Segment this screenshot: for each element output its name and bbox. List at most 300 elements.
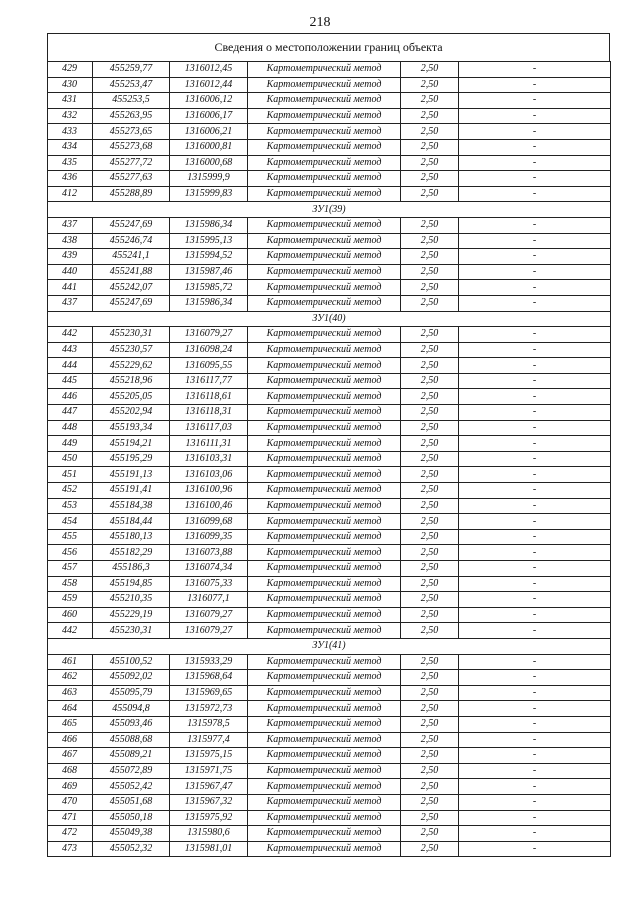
y-coordinate-cell: 1315977,4	[170, 732, 248, 748]
accuracy-cell: 2,50	[401, 763, 459, 779]
y-coordinate-cell: 1316099,68	[170, 514, 248, 530]
y-coordinate-cell: 1316099,35	[170, 529, 248, 545]
table-row	[48, 716, 611, 732]
x-coordinate-cell: 455202,94	[93, 405, 170, 421]
point-number-cell: 464	[48, 701, 93, 717]
x-coordinate-cell: 455191,41	[93, 483, 170, 499]
x-coordinate-cell: 455205,05	[93, 389, 170, 405]
point-number-cell: 452	[48, 483, 93, 499]
method-cell: Картометрический метод	[248, 342, 401, 358]
page-number: 218	[309, 15, 331, 30]
accuracy-cell: 2,50	[401, 108, 459, 124]
table-row	[48, 779, 611, 795]
method-cell: Картометрический метод	[248, 623, 401, 639]
x-coordinate-cell: 455277,63	[93, 171, 170, 187]
note-cell: -	[459, 607, 611, 623]
table-row	[48, 592, 611, 608]
x-coordinate-cell: 455049,38	[93, 826, 170, 842]
note-cell: -	[459, 171, 611, 187]
accuracy-cell: 2,50	[401, 389, 459, 405]
y-coordinate-cell: 1315986,34	[170, 295, 248, 311]
boundary-table	[47, 61, 611, 857]
y-coordinate-cell: 1316079,27	[170, 327, 248, 343]
table-row	[48, 826, 611, 842]
y-coordinate-cell: 1315972,73	[170, 701, 248, 717]
note-cell: -	[459, 561, 611, 577]
x-coordinate-cell: 455052,42	[93, 779, 170, 795]
method-cell: Картометрический метод	[248, 327, 401, 343]
note-cell: -	[459, 389, 611, 405]
x-coordinate-cell: 455273,65	[93, 124, 170, 140]
table-row	[48, 77, 611, 93]
method-cell: Картометрический метод	[248, 779, 401, 795]
x-coordinate-cell: 455246,74	[93, 233, 170, 249]
accuracy-cell: 2,50	[401, 93, 459, 109]
point-number-cell: 448	[48, 420, 93, 436]
table-row	[48, 327, 611, 343]
table-row	[48, 763, 611, 779]
note-cell: -	[459, 217, 611, 233]
table-row	[48, 264, 611, 280]
y-coordinate-cell: 1316000,81	[170, 139, 248, 155]
table-row	[48, 748, 611, 764]
accuracy-cell: 2,50	[401, 233, 459, 249]
y-coordinate-cell: 1315987,46	[170, 264, 248, 280]
y-coordinate-cell: 1315980,6	[170, 826, 248, 842]
note-cell: -	[459, 701, 611, 717]
method-cell: Картометрический метод	[248, 108, 401, 124]
point-number-cell: 457	[48, 561, 93, 577]
table-row	[48, 108, 611, 124]
note-cell: -	[459, 139, 611, 155]
x-coordinate-cell: 455089,21	[93, 748, 170, 764]
point-number-cell: 463	[48, 685, 93, 701]
note-cell: -	[459, 420, 611, 436]
note-cell: -	[459, 436, 611, 452]
method-cell: Картометрический метод	[248, 716, 401, 732]
method-cell: Картометрический метод	[248, 249, 401, 265]
method-cell: Картометрический метод	[248, 498, 401, 514]
accuracy-cell: 2,50	[401, 810, 459, 826]
table-row	[48, 545, 611, 561]
y-coordinate-cell: 1316118,61	[170, 389, 248, 405]
table-row	[48, 139, 611, 155]
note-cell: -	[459, 716, 611, 732]
table-row	[48, 654, 611, 670]
x-coordinate-cell: 455229,62	[93, 358, 170, 374]
point-number-cell: 458	[48, 576, 93, 592]
point-number-cell: 431	[48, 93, 93, 109]
method-cell: Картометрический метод	[248, 810, 401, 826]
y-coordinate-cell: 1315994,52	[170, 249, 248, 265]
y-coordinate-cell: 1316095,55	[170, 358, 248, 374]
section-label: ЗУ1(41)	[48, 638, 611, 654]
note-cell: -	[459, 342, 611, 358]
x-coordinate-cell: 455195,29	[93, 451, 170, 467]
accuracy-cell: 2,50	[401, 327, 459, 343]
note-cell: -	[459, 685, 611, 701]
table-row	[48, 342, 611, 358]
method-cell: Картометрический метод	[248, 670, 401, 686]
x-coordinate-cell: 455230,57	[93, 342, 170, 358]
table-row	[48, 280, 611, 296]
note-cell: -	[459, 794, 611, 810]
y-coordinate-cell: 1316006,17	[170, 108, 248, 124]
method-cell: Картометрический метод	[248, 264, 401, 280]
table-row	[48, 171, 611, 187]
note-cell: -	[459, 327, 611, 343]
x-coordinate-cell: 455194,21	[93, 436, 170, 452]
note-cell: -	[459, 779, 611, 795]
note-cell: -	[459, 670, 611, 686]
point-number-cell: 429	[48, 62, 93, 78]
y-coordinate-cell: 1315995,13	[170, 233, 248, 249]
point-number-cell: 444	[48, 358, 93, 374]
table-row	[48, 794, 611, 810]
accuracy-cell: 2,50	[401, 186, 459, 202]
method-cell: Картометрический метод	[248, 217, 401, 233]
x-coordinate-cell: 455093,46	[93, 716, 170, 732]
table-row	[48, 124, 611, 140]
accuracy-cell: 2,50	[401, 654, 459, 670]
method-cell: Картометрический метод	[248, 295, 401, 311]
y-coordinate-cell: 1316079,27	[170, 607, 248, 623]
method-cell: Картометрический метод	[248, 451, 401, 467]
y-coordinate-cell: 1316100,46	[170, 498, 248, 514]
method-cell: Картометрический метод	[248, 93, 401, 109]
x-coordinate-cell: 455247,69	[93, 295, 170, 311]
accuracy-cell: 2,50	[401, 62, 459, 78]
method-cell: Картометрический метод	[248, 171, 401, 187]
point-number-cell: 469	[48, 779, 93, 795]
x-coordinate-cell: 455072,89	[93, 763, 170, 779]
accuracy-cell: 2,50	[401, 420, 459, 436]
accuracy-cell: 2,50	[401, 779, 459, 795]
note-cell: -	[459, 451, 611, 467]
table-row	[48, 670, 611, 686]
accuracy-cell: 2,50	[401, 623, 459, 639]
y-coordinate-cell: 1315999,9	[170, 171, 248, 187]
point-number-cell: 461	[48, 654, 93, 670]
method-cell: Картометрический метод	[248, 373, 401, 389]
y-coordinate-cell: 1315933,29	[170, 654, 248, 670]
method-cell: Картометрический метод	[248, 763, 401, 779]
accuracy-cell: 2,50	[401, 217, 459, 233]
y-coordinate-cell: 1316118,31	[170, 405, 248, 421]
x-coordinate-cell: 455191,13	[93, 467, 170, 483]
point-number-cell: 446	[48, 389, 93, 405]
x-coordinate-cell: 455277,72	[93, 155, 170, 171]
y-coordinate-cell: 1316000,68	[170, 155, 248, 171]
note-cell: -	[459, 62, 611, 78]
note-cell: -	[459, 748, 611, 764]
method-cell: Картометрический метод	[248, 467, 401, 483]
x-coordinate-cell: 455210,35	[93, 592, 170, 608]
accuracy-cell: 2,50	[401, 576, 459, 592]
note-cell: -	[459, 124, 611, 140]
x-coordinate-cell: 455259,77	[93, 62, 170, 78]
table-row	[48, 467, 611, 483]
accuracy-cell: 2,50	[401, 342, 459, 358]
method-cell: Картометрический метод	[248, 280, 401, 296]
table-row	[48, 685, 611, 701]
y-coordinate-cell: 1315986,34	[170, 217, 248, 233]
note-cell: -	[459, 264, 611, 280]
accuracy-cell: 2,50	[401, 841, 459, 857]
accuracy-cell: 2,50	[401, 545, 459, 561]
note-cell: -	[459, 576, 611, 592]
note-cell: -	[459, 77, 611, 93]
method-cell: Картометрический метод	[248, 483, 401, 499]
accuracy-cell: 2,50	[401, 171, 459, 187]
note-cell: -	[459, 654, 611, 670]
x-coordinate-cell: 455095,79	[93, 685, 170, 701]
method-cell: Картометрический метод	[248, 545, 401, 561]
x-coordinate-cell: 455180,13	[93, 529, 170, 545]
table-row	[48, 436, 611, 452]
y-coordinate-cell: 1315968,64	[170, 670, 248, 686]
x-coordinate-cell: 455184,44	[93, 514, 170, 530]
point-number-cell: 442	[48, 623, 93, 639]
accuracy-cell: 2,50	[401, 249, 459, 265]
point-number-cell: 470	[48, 794, 93, 810]
note-cell: -	[459, 623, 611, 639]
point-number-cell: 441	[48, 280, 93, 296]
table-row	[48, 529, 611, 545]
note-cell: -	[459, 841, 611, 857]
x-coordinate-cell: 455051,68	[93, 794, 170, 810]
x-coordinate-cell: 455100,52	[93, 654, 170, 670]
table-row	[48, 841, 611, 857]
method-cell: Картометрический метод	[248, 748, 401, 764]
y-coordinate-cell: 1316075,33	[170, 576, 248, 592]
accuracy-cell: 2,50	[401, 607, 459, 623]
method-cell: Картометрический метод	[248, 155, 401, 171]
point-number-cell: 466	[48, 732, 93, 748]
note-cell: -	[459, 467, 611, 483]
table-row	[48, 186, 611, 202]
method-cell: Картометрический метод	[248, 358, 401, 374]
point-number-cell: 433	[48, 124, 93, 140]
note-cell: -	[459, 529, 611, 545]
note-cell: -	[459, 405, 611, 421]
method-cell: Картометрический метод	[248, 124, 401, 140]
table-title: Сведения о местоположении границ объекта	[47, 33, 610, 61]
table-row	[48, 373, 611, 389]
point-number-cell: 443	[48, 342, 93, 358]
method-cell: Картометрический метод	[248, 77, 401, 93]
note-cell: -	[459, 233, 611, 249]
table-row	[48, 249, 611, 265]
table-row	[48, 93, 611, 109]
point-number-cell: 468	[48, 763, 93, 779]
y-coordinate-cell: 1316100,96	[170, 483, 248, 499]
accuracy-cell: 2,50	[401, 358, 459, 374]
point-number-cell: 436	[48, 171, 93, 187]
note-cell: -	[459, 155, 611, 171]
method-cell: Картометрический метод	[248, 841, 401, 857]
y-coordinate-cell: 1315978,5	[170, 716, 248, 732]
point-number-cell: 473	[48, 841, 93, 857]
x-coordinate-cell: 455288,89	[93, 186, 170, 202]
point-number-cell: 450	[48, 451, 93, 467]
table-row	[48, 358, 611, 374]
accuracy-cell: 2,50	[401, 529, 459, 545]
note-cell: -	[459, 826, 611, 842]
accuracy-cell: 2,50	[401, 826, 459, 842]
accuracy-cell: 2,50	[401, 451, 459, 467]
accuracy-cell: 2,50	[401, 561, 459, 577]
x-coordinate-cell: 455273,68	[93, 139, 170, 155]
note-cell: -	[459, 592, 611, 608]
note-cell: -	[459, 93, 611, 109]
accuracy-cell: 2,50	[401, 295, 459, 311]
y-coordinate-cell: 1316079,27	[170, 623, 248, 639]
y-coordinate-cell: 1316117,77	[170, 373, 248, 389]
x-coordinate-cell: 455242,07	[93, 280, 170, 296]
accuracy-cell: 2,50	[401, 280, 459, 296]
section-row	[48, 638, 611, 654]
x-coordinate-cell: 455241,88	[93, 264, 170, 280]
table-row	[48, 514, 611, 530]
accuracy-cell: 2,50	[401, 467, 459, 483]
point-number-cell: 456	[48, 545, 93, 561]
note-cell: -	[459, 514, 611, 530]
x-coordinate-cell: 455241,1	[93, 249, 170, 265]
point-number-cell: 453	[48, 498, 93, 514]
table-row	[48, 732, 611, 748]
x-coordinate-cell: 455050,18	[93, 810, 170, 826]
point-number-cell: 439	[48, 249, 93, 265]
accuracy-cell: 2,50	[401, 436, 459, 452]
method-cell: Картометрический метод	[248, 389, 401, 405]
table-row	[48, 607, 611, 623]
y-coordinate-cell: 1316103,31	[170, 451, 248, 467]
point-number-cell: 460	[48, 607, 93, 623]
x-coordinate-cell: 455184,38	[93, 498, 170, 514]
accuracy-cell: 2,50	[401, 155, 459, 171]
accuracy-cell: 2,50	[401, 77, 459, 93]
method-cell: Картометрический метод	[248, 233, 401, 249]
method-cell: Картометрический метод	[248, 139, 401, 155]
table-row	[48, 701, 611, 717]
x-coordinate-cell: 455253,5	[93, 93, 170, 109]
y-coordinate-cell: 1315975,92	[170, 810, 248, 826]
x-coordinate-cell: 455186,3	[93, 561, 170, 577]
section-label: ЗУ1(39)	[48, 202, 611, 218]
y-coordinate-cell: 1316006,12	[170, 93, 248, 109]
note-cell: -	[459, 358, 611, 374]
x-coordinate-cell: 455094,8	[93, 701, 170, 717]
accuracy-cell: 2,50	[401, 732, 459, 748]
accuracy-cell: 2,50	[401, 483, 459, 499]
method-cell: Картометрический метод	[248, 529, 401, 545]
x-coordinate-cell: 455230,31	[93, 623, 170, 639]
point-number-cell: 472	[48, 826, 93, 842]
table-row	[48, 810, 611, 826]
point-number-cell: 430	[48, 77, 93, 93]
point-number-cell: 437	[48, 295, 93, 311]
accuracy-cell: 2,50	[401, 685, 459, 701]
point-number-cell: 471	[48, 810, 93, 826]
method-cell: Картометрический метод	[248, 62, 401, 78]
y-coordinate-cell: 1316077,1	[170, 592, 248, 608]
y-coordinate-cell: 1315981,01	[170, 841, 248, 857]
point-number-cell: 459	[48, 592, 93, 608]
section-row	[48, 202, 611, 218]
boundary-table-container	[47, 33, 610, 857]
y-coordinate-cell: 1316012,45	[170, 62, 248, 78]
point-number-cell: 445	[48, 373, 93, 389]
note-cell: -	[459, 249, 611, 265]
y-coordinate-cell: 1316117,03	[170, 420, 248, 436]
table-row	[48, 623, 611, 639]
y-coordinate-cell: 1316073,88	[170, 545, 248, 561]
y-coordinate-cell: 1316074,34	[170, 561, 248, 577]
accuracy-cell: 2,50	[401, 748, 459, 764]
method-cell: Картометрический метод	[248, 561, 401, 577]
section-row	[48, 311, 611, 327]
y-coordinate-cell: 1316006,21	[170, 124, 248, 140]
accuracy-cell: 2,50	[401, 264, 459, 280]
y-coordinate-cell: 1315985,72	[170, 280, 248, 296]
table-row	[48, 561, 611, 577]
point-number-cell: 454	[48, 514, 93, 530]
x-coordinate-cell: 455263,95	[93, 108, 170, 124]
table-row	[48, 155, 611, 171]
point-number-cell: 437	[48, 217, 93, 233]
x-coordinate-cell: 455253,47	[93, 77, 170, 93]
x-coordinate-cell: 455229,19	[93, 607, 170, 623]
point-number-cell: 434	[48, 139, 93, 155]
x-coordinate-cell: 455193,34	[93, 420, 170, 436]
accuracy-cell: 2,50	[401, 670, 459, 686]
accuracy-cell: 2,50	[401, 124, 459, 140]
y-coordinate-cell: 1316012,44	[170, 77, 248, 93]
accuracy-cell: 2,50	[401, 514, 459, 530]
y-coordinate-cell: 1315967,32	[170, 794, 248, 810]
point-number-cell: 447	[48, 405, 93, 421]
note-cell: -	[459, 763, 611, 779]
table-row	[48, 389, 611, 405]
point-number-cell: 465	[48, 716, 93, 732]
accuracy-cell: 2,50	[401, 139, 459, 155]
x-coordinate-cell: 455052,32	[93, 841, 170, 857]
y-coordinate-cell: 1315967,47	[170, 779, 248, 795]
note-cell: -	[459, 295, 611, 311]
method-cell: Картометрический метод	[248, 794, 401, 810]
method-cell: Картометрический метод	[248, 654, 401, 670]
x-coordinate-cell: 455092,02	[93, 670, 170, 686]
point-number-cell: 440	[48, 264, 93, 280]
method-cell: Картометрический метод	[248, 732, 401, 748]
note-cell: -	[459, 498, 611, 514]
point-number-cell: 451	[48, 467, 93, 483]
method-cell: Картометрический метод	[248, 436, 401, 452]
method-cell: Картометрический метод	[248, 592, 401, 608]
y-coordinate-cell: 1316111,31	[170, 436, 248, 452]
accuracy-cell: 2,50	[401, 701, 459, 717]
method-cell: Картометрический метод	[248, 186, 401, 202]
table-row	[48, 62, 611, 78]
note-cell: -	[459, 810, 611, 826]
point-number-cell: 412	[48, 186, 93, 202]
y-coordinate-cell: 1315999,83	[170, 186, 248, 202]
accuracy-cell: 2,50	[401, 794, 459, 810]
y-coordinate-cell: 1315971,75	[170, 763, 248, 779]
table-row	[48, 498, 611, 514]
note-cell: -	[459, 373, 611, 389]
